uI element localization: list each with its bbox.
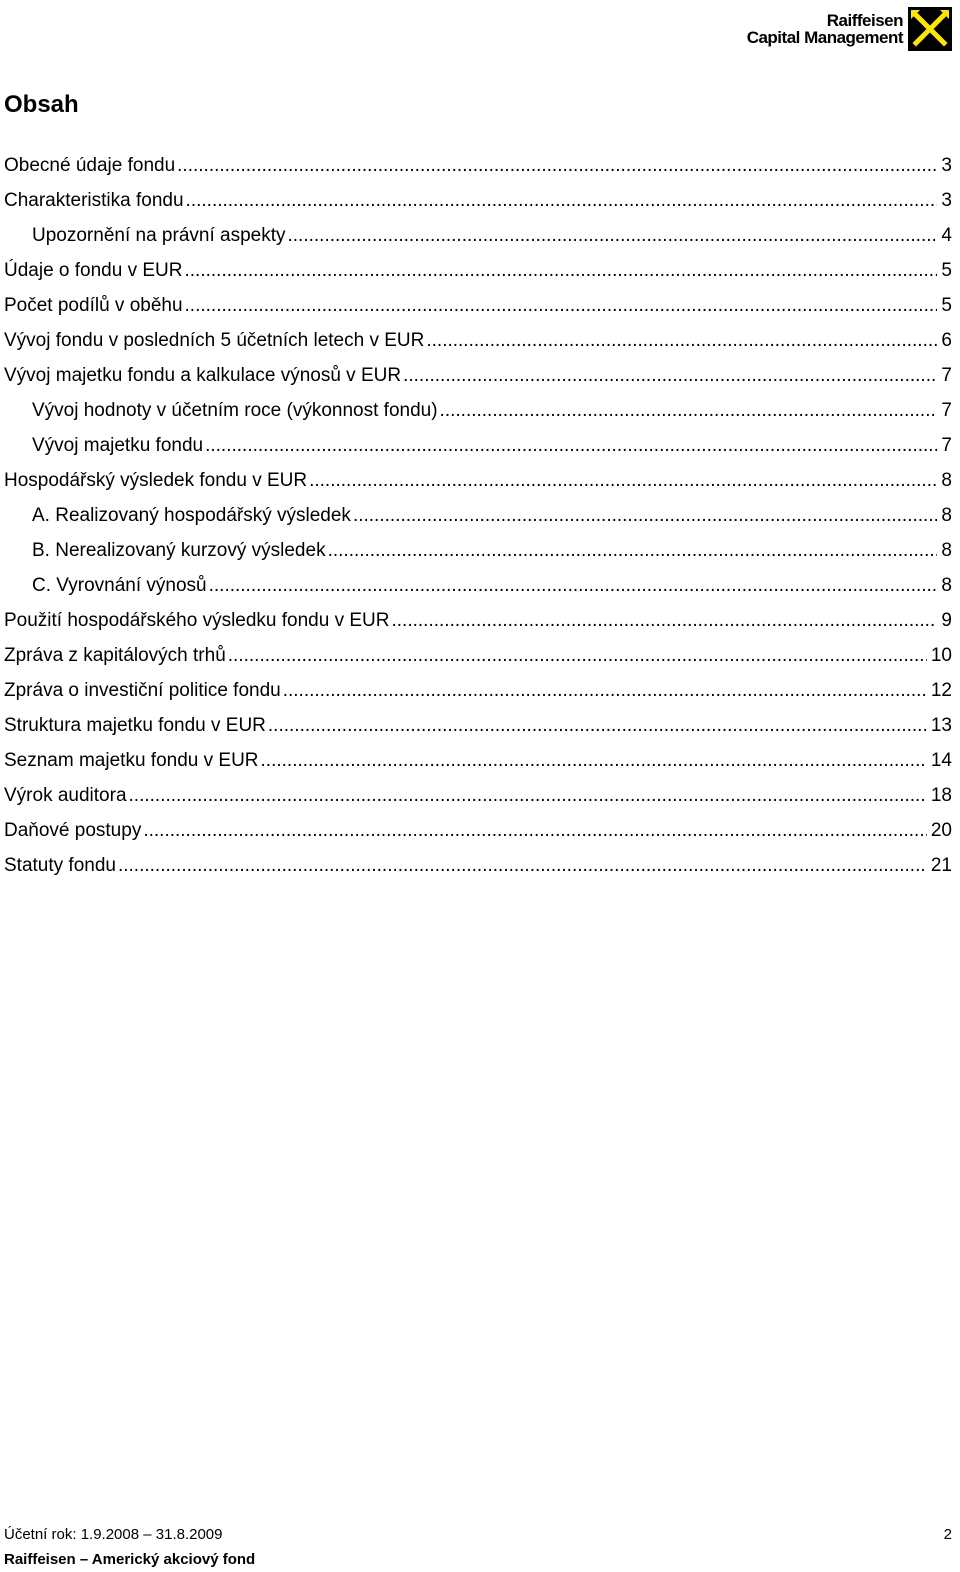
toc-dot-leader bbox=[392, 610, 938, 632]
toc-entry[interactable] bbox=[4, 505, 952, 540]
toc-dot-leader bbox=[403, 365, 937, 387]
toc-entry[interactable] bbox=[4, 820, 952, 855]
toc-dot-leader bbox=[186, 190, 938, 212]
toc-entry-page: 9 bbox=[941, 610, 952, 631]
toc-entry[interactable] bbox=[4, 645, 952, 680]
toc-entry-label: A. Realizovaný hospodářský výsledek bbox=[32, 505, 351, 526]
toc-dot-leader bbox=[283, 680, 927, 702]
toc-dot-leader bbox=[185, 295, 938, 317]
toc-entry-page: 7 bbox=[941, 400, 952, 421]
toc-entry-page: 8 bbox=[941, 505, 952, 526]
toc-entry-label: Údaje o fondu v EUR bbox=[4, 260, 183, 281]
toc-dot-leader bbox=[440, 400, 938, 422]
toc-entry-page: 10 bbox=[930, 645, 952, 666]
toc-entry-label: Struktura majetku fondu v EUR bbox=[4, 715, 266, 736]
toc-entry[interactable] bbox=[4, 400, 952, 435]
toc-dot-leader bbox=[205, 435, 937, 457]
toc-entry[interactable] bbox=[4, 470, 952, 505]
toc-dot-leader bbox=[426, 330, 937, 352]
toc-entry-label: Seznam majetku fondu v EUR bbox=[4, 750, 259, 771]
toc-entry-page: 3 bbox=[941, 190, 952, 211]
toc-entry-label: Vývoj majetku fondu bbox=[32, 435, 204, 456]
logo-line-1: Raiffeisen bbox=[826, 11, 903, 30]
toc-entry[interactable] bbox=[4, 610, 952, 645]
toc-entry-label: Charakteristika fondu bbox=[4, 190, 184, 211]
toc-entry-label: Statuty fondu bbox=[4, 855, 116, 876]
toc-dot-leader bbox=[209, 575, 938, 597]
toc-entry[interactable] bbox=[4, 855, 952, 890]
footer-page-number: 2 bbox=[943, 1526, 952, 1543]
toc-entry-page: 18 bbox=[930, 785, 952, 806]
toc-entry-page: 7 bbox=[941, 365, 952, 386]
toc-dot-leader bbox=[177, 155, 937, 177]
logo-line-2: Capital Management bbox=[746, 28, 903, 47]
toc-entry-label: Výrok auditora bbox=[4, 785, 127, 806]
toc-dot-leader bbox=[288, 225, 938, 247]
toc-dot-leader bbox=[129, 785, 927, 807]
toc-entry-page: 3 bbox=[941, 155, 952, 176]
toc-entry-page: 14 bbox=[930, 750, 952, 771]
toc-entry-label: Daňové postupy bbox=[4, 820, 142, 841]
toc-entry-page: 6 bbox=[941, 330, 952, 351]
footer-period: Účetní rok: 1.9.2008 – 31.8.2009 bbox=[4, 1526, 223, 1543]
toc-dot-leader bbox=[118, 855, 927, 877]
toc-entry-page: 8 bbox=[941, 575, 952, 596]
toc-entry-label: Vývoj fondu v posledních 5 účetních letech v EUR bbox=[4, 330, 425, 351]
raiffeisen-gable-cross-icon bbox=[908, 7, 952, 51]
company-logo bbox=[747, 5, 952, 53]
toc-entry-page: 13 bbox=[930, 715, 952, 736]
toc-dot-leader bbox=[261, 750, 927, 772]
toc-dot-leader bbox=[228, 645, 927, 667]
toc-entry[interactable] bbox=[4, 785, 952, 820]
toc-entry-page: 4 bbox=[941, 225, 952, 246]
toc-entry-page: 5 bbox=[941, 295, 952, 316]
toc-entry-page: 8 bbox=[941, 470, 952, 491]
toc-entry[interactable] bbox=[4, 680, 952, 715]
toc-entry[interactable] bbox=[4, 715, 952, 750]
toc-entry-page: 5 bbox=[941, 260, 952, 281]
toc-entry-page: 7 bbox=[941, 435, 952, 456]
toc-entry-label: C. Vyrovnání výnosů bbox=[32, 575, 207, 596]
toc-entry-page: 12 bbox=[930, 680, 952, 701]
toc-entry[interactable] bbox=[4, 540, 952, 575]
toc-entry-label: Hospodářský výsledek fondu v EUR bbox=[4, 470, 308, 491]
toc-entry-label: Upozornění na právní aspekty bbox=[32, 225, 286, 246]
toc-entry-page: 21 bbox=[930, 855, 952, 876]
toc-entry[interactable] bbox=[4, 330, 952, 365]
toc-dot-leader bbox=[268, 715, 927, 737]
toc-title: Obsah bbox=[4, 91, 79, 118]
toc-entry-label: Počet podílů v oběhu bbox=[4, 295, 183, 316]
toc-entry-label: B. Nerealizovaný kurzový výsledek bbox=[32, 540, 326, 561]
toc-entry-label: Vývoj majetku fondu a kalkulace výnosů v EUR bbox=[4, 365, 402, 386]
toc-entry-label: Zpráva z kapitálových trhů bbox=[4, 645, 226, 666]
toc-entry-label: Zpráva o investiční politice fondu bbox=[4, 680, 281, 701]
logo-wordmark bbox=[747, 12, 903, 46]
toc-entry[interactable] bbox=[4, 260, 952, 295]
toc-entry[interactable] bbox=[4, 155, 952, 190]
toc-entry-page: 20 bbox=[930, 820, 952, 841]
toc-entry[interactable] bbox=[4, 225, 952, 260]
toc-entry[interactable] bbox=[4, 365, 952, 400]
toc-entry[interactable] bbox=[4, 575, 952, 610]
toc-entry[interactable] bbox=[4, 295, 952, 330]
toc-dot-leader bbox=[328, 540, 938, 562]
table-of-contents bbox=[4, 155, 952, 890]
page-footer bbox=[4, 1522, 952, 1572]
toc-entry-label: Vývoj hodnoty v účetním roce (výkonnost fondu) bbox=[32, 400, 438, 421]
toc-entry[interactable] bbox=[4, 750, 952, 785]
toc-entry[interactable] bbox=[4, 435, 952, 470]
toc-dot-leader bbox=[309, 470, 937, 492]
toc-dot-leader bbox=[353, 505, 937, 527]
toc-entry-page: 8 bbox=[941, 540, 952, 561]
toc-entry-label: Použití hospodářského výsledku fondu v EUR bbox=[4, 610, 390, 631]
toc-entry[interactable] bbox=[4, 190, 952, 225]
footer-fund-name: Raiffeisen – Americký akciový fond bbox=[4, 1551, 256, 1568]
toc-dot-leader bbox=[185, 260, 938, 282]
toc-entry-label: Obecné údaje fondu bbox=[4, 155, 176, 176]
toc-dot-leader bbox=[143, 820, 927, 842]
